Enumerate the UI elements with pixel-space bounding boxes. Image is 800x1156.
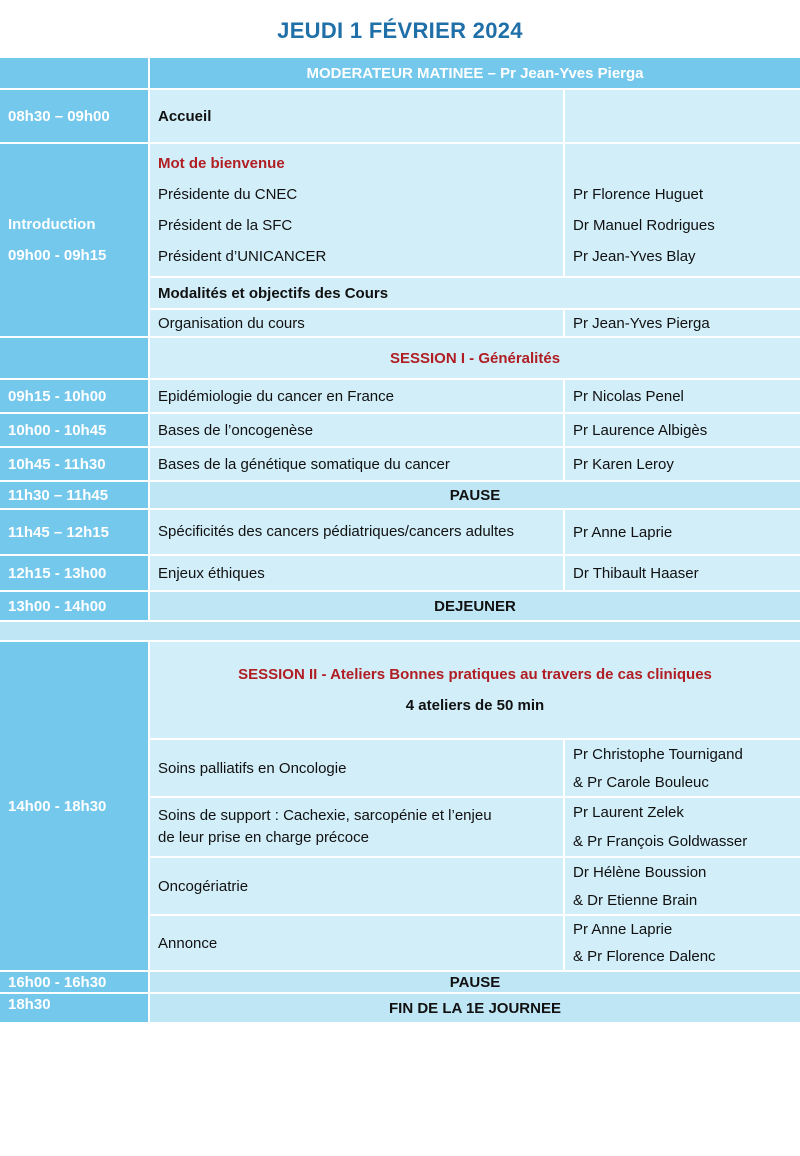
time-cell: 08h30 – 09h00 <box>0 90 150 142</box>
session-label: Accueil <box>150 90 565 142</box>
table-row <box>0 90 800 144</box>
time-cell: 11h30 – 11h45 <box>0 482 150 508</box>
speaker-cell: Pr Anne Laprie <box>565 510 800 554</box>
session-label: Spécificités des cancers pédiatriques/cancers adultes <box>150 510 565 554</box>
welcome-heading: Mot de bienvenue <box>158 155 285 172</box>
session-label <box>150 798 565 856</box>
spacer-row <box>0 622 800 642</box>
pause-label: PAUSE <box>150 972 800 992</box>
speaker-cell: Dr Thibault Haaser <box>565 556 800 590</box>
session-label: Oncogériatrie <box>150 858 565 914</box>
speaker-name: & Pr François Goldwasser <box>573 833 748 850</box>
session-heading: SESSION I - Généralités <box>150 338 800 378</box>
label-line: de leur prise en charge précoce <box>158 829 369 846</box>
session-label: Enjeux éthiques <box>150 556 565 590</box>
speaker-cell: Pr Jean-Yves Pierga <box>565 310 800 336</box>
pause-row <box>0 482 800 510</box>
lunch-row <box>0 592 800 622</box>
moderator-row <box>0 58 800 90</box>
speaker-name: Dr Manuel Rodrigues <box>573 217 715 234</box>
time-cell: 13h00 - 14h00 <box>0 592 150 620</box>
table-row <box>0 414 800 448</box>
intro-items <box>150 144 565 276</box>
time-cell: 16h00 - 16h30 <box>0 972 150 992</box>
time-cell: 09h15 - 10h00 <box>0 380 150 412</box>
intro-label: Introduction <box>8 216 96 233</box>
speaker-name: Pr Anne Laprie <box>573 921 673 938</box>
speaker-cell <box>565 916 800 970</box>
session-label: Soins palliatifs en Oncologie <box>150 740 565 796</box>
session2-header <box>150 642 800 740</box>
speaker-name: Dr Hélène Boussion <box>573 863 707 881</box>
time-cell: 12h15 - 13h00 <box>0 556 150 590</box>
speaker-name: Pr Jean-Yves Blay <box>573 248 696 265</box>
speaker-name: Pr Florence Huguet <box>573 186 704 203</box>
session-label: Epidémiologie du cancer en France <box>150 380 565 412</box>
session-header-row <box>0 338 800 380</box>
end-row <box>0 994 800 1022</box>
speaker-name: & Pr Florence Dalenc <box>573 948 716 965</box>
intro-time: 09h00 - 09h15 <box>8 247 107 264</box>
speaker-cell <box>565 90 800 142</box>
session-label: Organisation du cours <box>150 310 565 336</box>
session-label: Annonce <box>150 916 565 970</box>
pause-row <box>0 972 800 994</box>
modalites-heading: Modalités et objectifs des Cours <box>150 278 800 310</box>
table-row <box>150 740 800 798</box>
pause-label: PAUSE <box>150 482 800 508</box>
session-subheading: 4 ateliers de 50 min <box>405 697 545 714</box>
moderator-label: MODERATEUR MATINEE – Pr Jean-Yves Pierga <box>150 58 800 88</box>
time-cell: 10h45 - 11h30 <box>0 448 150 480</box>
list-item: Président de la SFC <box>158 217 293 234</box>
table-row <box>150 858 800 916</box>
session-label: Bases de l’oncogenèse <box>150 414 565 446</box>
intro-block <box>0 144 800 338</box>
program-table <box>0 58 800 1022</box>
time-cell <box>0 144 150 336</box>
speaker-name: Pr Christophe Tournigand <box>573 745 743 763</box>
time-cell: 10h00 - 10h45 <box>0 414 150 446</box>
session2-block <box>0 642 800 972</box>
time-cell <box>0 338 150 378</box>
table-row <box>0 448 800 482</box>
table-row <box>150 916 800 970</box>
end-label: FIN DE LA 1E JOURNEE <box>150 994 800 1022</box>
time-cell: 14h00 - 18h30 <box>0 642 150 970</box>
speaker-cell: Pr Nicolas Penel <box>565 380 800 412</box>
intro-speakers <box>565 144 800 276</box>
speaker-cell <box>565 798 800 856</box>
table-row <box>150 798 800 858</box>
list-item: Présidente du CNEC <box>158 186 298 203</box>
speaker-cell: Pr Laurence Albigès <box>565 414 800 446</box>
speaker-name: & Pr Carole Bouleuc <box>573 773 709 791</box>
speaker-name: & Dr Etienne Brain <box>573 891 698 909</box>
table-row <box>0 556 800 592</box>
session-label: Bases de la génétique somatique du cancer <box>150 448 565 480</box>
table-row <box>0 380 800 414</box>
lunch-label: DEJEUNER <box>150 592 800 620</box>
table-row <box>0 510 800 556</box>
label-line: Soins de support : Cachexie, sarcopénie et l’enjeu <box>158 807 492 824</box>
time-cell: 18h30 <box>0 994 150 1022</box>
speaker-cell: Pr Karen Leroy <box>565 448 800 480</box>
list-item: Président d’UNICANCER <box>158 248 327 265</box>
page-title: JEUDI 1 FÉVRIER 2024 <box>277 18 523 43</box>
time-cell: 11h45 – 12h15 <box>0 510 150 554</box>
speaker-cell <box>565 740 800 796</box>
session-heading: SESSION II - Ateliers Bonnes pratiques au travers de cas cliniques <box>238 666 712 683</box>
time-cell <box>0 58 150 88</box>
speaker-name: Pr Laurent Zelek <box>573 804 684 821</box>
speaker-cell <box>565 858 800 914</box>
